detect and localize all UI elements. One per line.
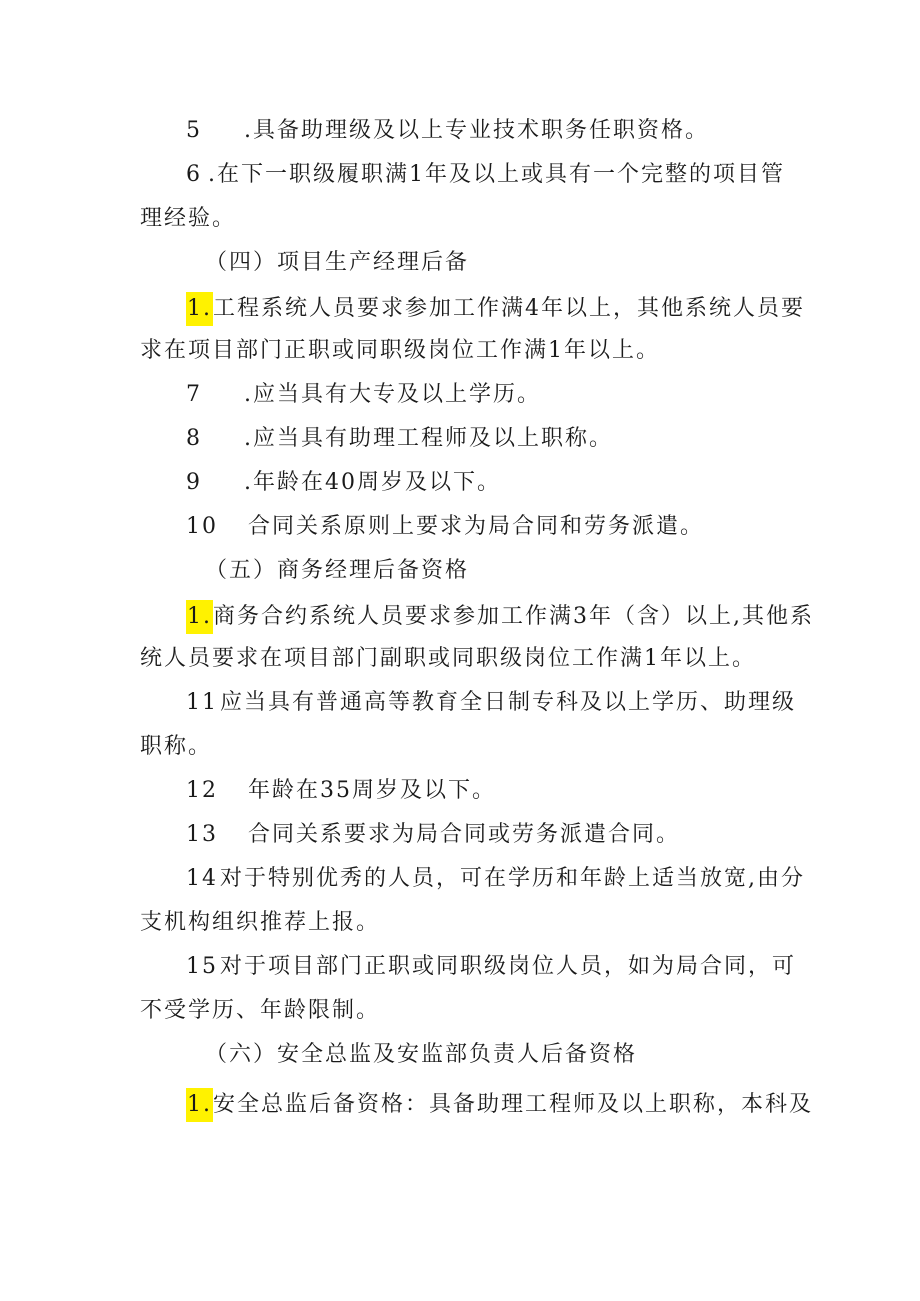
item-text: 商务合约系统人员要求参加工作满3年（含）以上,其他系	[213, 604, 814, 629]
list-item-9	[186, 468, 501, 498]
item-text: 合同关系原则上要求为局合同和劳务派遣。	[248, 514, 705, 539]
continuation-line: 理经验。	[140, 206, 237, 231]
list-item-1-highlighted	[186, 1088, 813, 1122]
section-heading-6: （六）安全总监及安监部负责人后备资格	[205, 1042, 638, 1067]
continuation-line: 支机构组织推荐上报。	[140, 910, 381, 935]
list-item-13	[186, 820, 680, 850]
list-item-1-highlighted	[186, 600, 814, 634]
list-item-11	[186, 688, 796, 718]
list-item-5	[186, 116, 709, 146]
item-number: 8	[186, 426, 202, 451]
item-number: 14	[186, 866, 218, 891]
item-text: 安全总监后备资格：具备助理工程师及以上职称，本科及	[213, 1092, 814, 1117]
item-text: 对于特别优秀的人员，可在学历和年龄上适当放宽,由分	[220, 866, 805, 891]
item-number: 9	[186, 470, 202, 495]
item-text: .在下一职级履职满1年及以上或具有一个完整的项目管	[208, 162, 785, 187]
item-text: 合同关系要求为局合同或劳务派遣合同。	[248, 822, 681, 847]
continuation-line: 统人员要求在项目部门副职或同职级岗位工作满1年以上。	[140, 646, 756, 671]
list-item-1-highlighted	[186, 292, 805, 326]
item-text: .年龄在40周岁及以下。	[244, 470, 501, 495]
item-text: 工程系统人员要求参加工作满4年以上，其他系统人员要	[213, 296, 805, 321]
highlighted-item-number: 1.	[186, 292, 213, 326]
highlighted-item-number: 1.	[186, 1088, 213, 1122]
item-number: 12	[186, 778, 218, 803]
list-item-12	[186, 776, 496, 806]
item-number: 11	[186, 690, 218, 715]
item-text: 对于项目部门正职或同职级岗位人员，如为局合同，可	[220, 954, 797, 979]
list-item-10	[186, 512, 704, 542]
list-item-8	[186, 424, 613, 454]
continuation-line: 职称。	[140, 734, 213, 759]
item-number: 7	[186, 382, 202, 407]
item-number: 13	[186, 822, 218, 847]
section-heading-5: （五）商务经理后备资格	[205, 558, 470, 583]
item-text: .应当具有大专及以上学历。	[244, 382, 541, 407]
highlighted-item-number: 1.	[186, 600, 213, 634]
item-text: .具备助理级及以上专业技术职务任职资格。	[244, 118, 709, 143]
section-heading-4: （四）项目生产经理后备	[205, 250, 470, 275]
item-text: .应当具有助理工程师及以上职称。	[244, 426, 613, 451]
list-item-7	[186, 380, 541, 410]
item-number: 10	[186, 514, 218, 539]
continuation-line: 求在项目部门正职或同职级岗位工作满1年以上。	[140, 338, 660, 363]
item-number: 6	[186, 162, 202, 187]
continuation-line: 不受学历、年龄限制。	[140, 998, 381, 1023]
list-item-14	[186, 864, 805, 894]
item-number: 5	[186, 118, 202, 143]
item-text: 年龄在35周岁及以下。	[248, 778, 496, 803]
list-item-6	[186, 160, 785, 190]
item-number: 15	[186, 954, 218, 979]
list-item-15	[186, 952, 796, 982]
item-text: 应当具有普通高等教育全日制专科及以上学历、助理级	[220, 690, 797, 715]
